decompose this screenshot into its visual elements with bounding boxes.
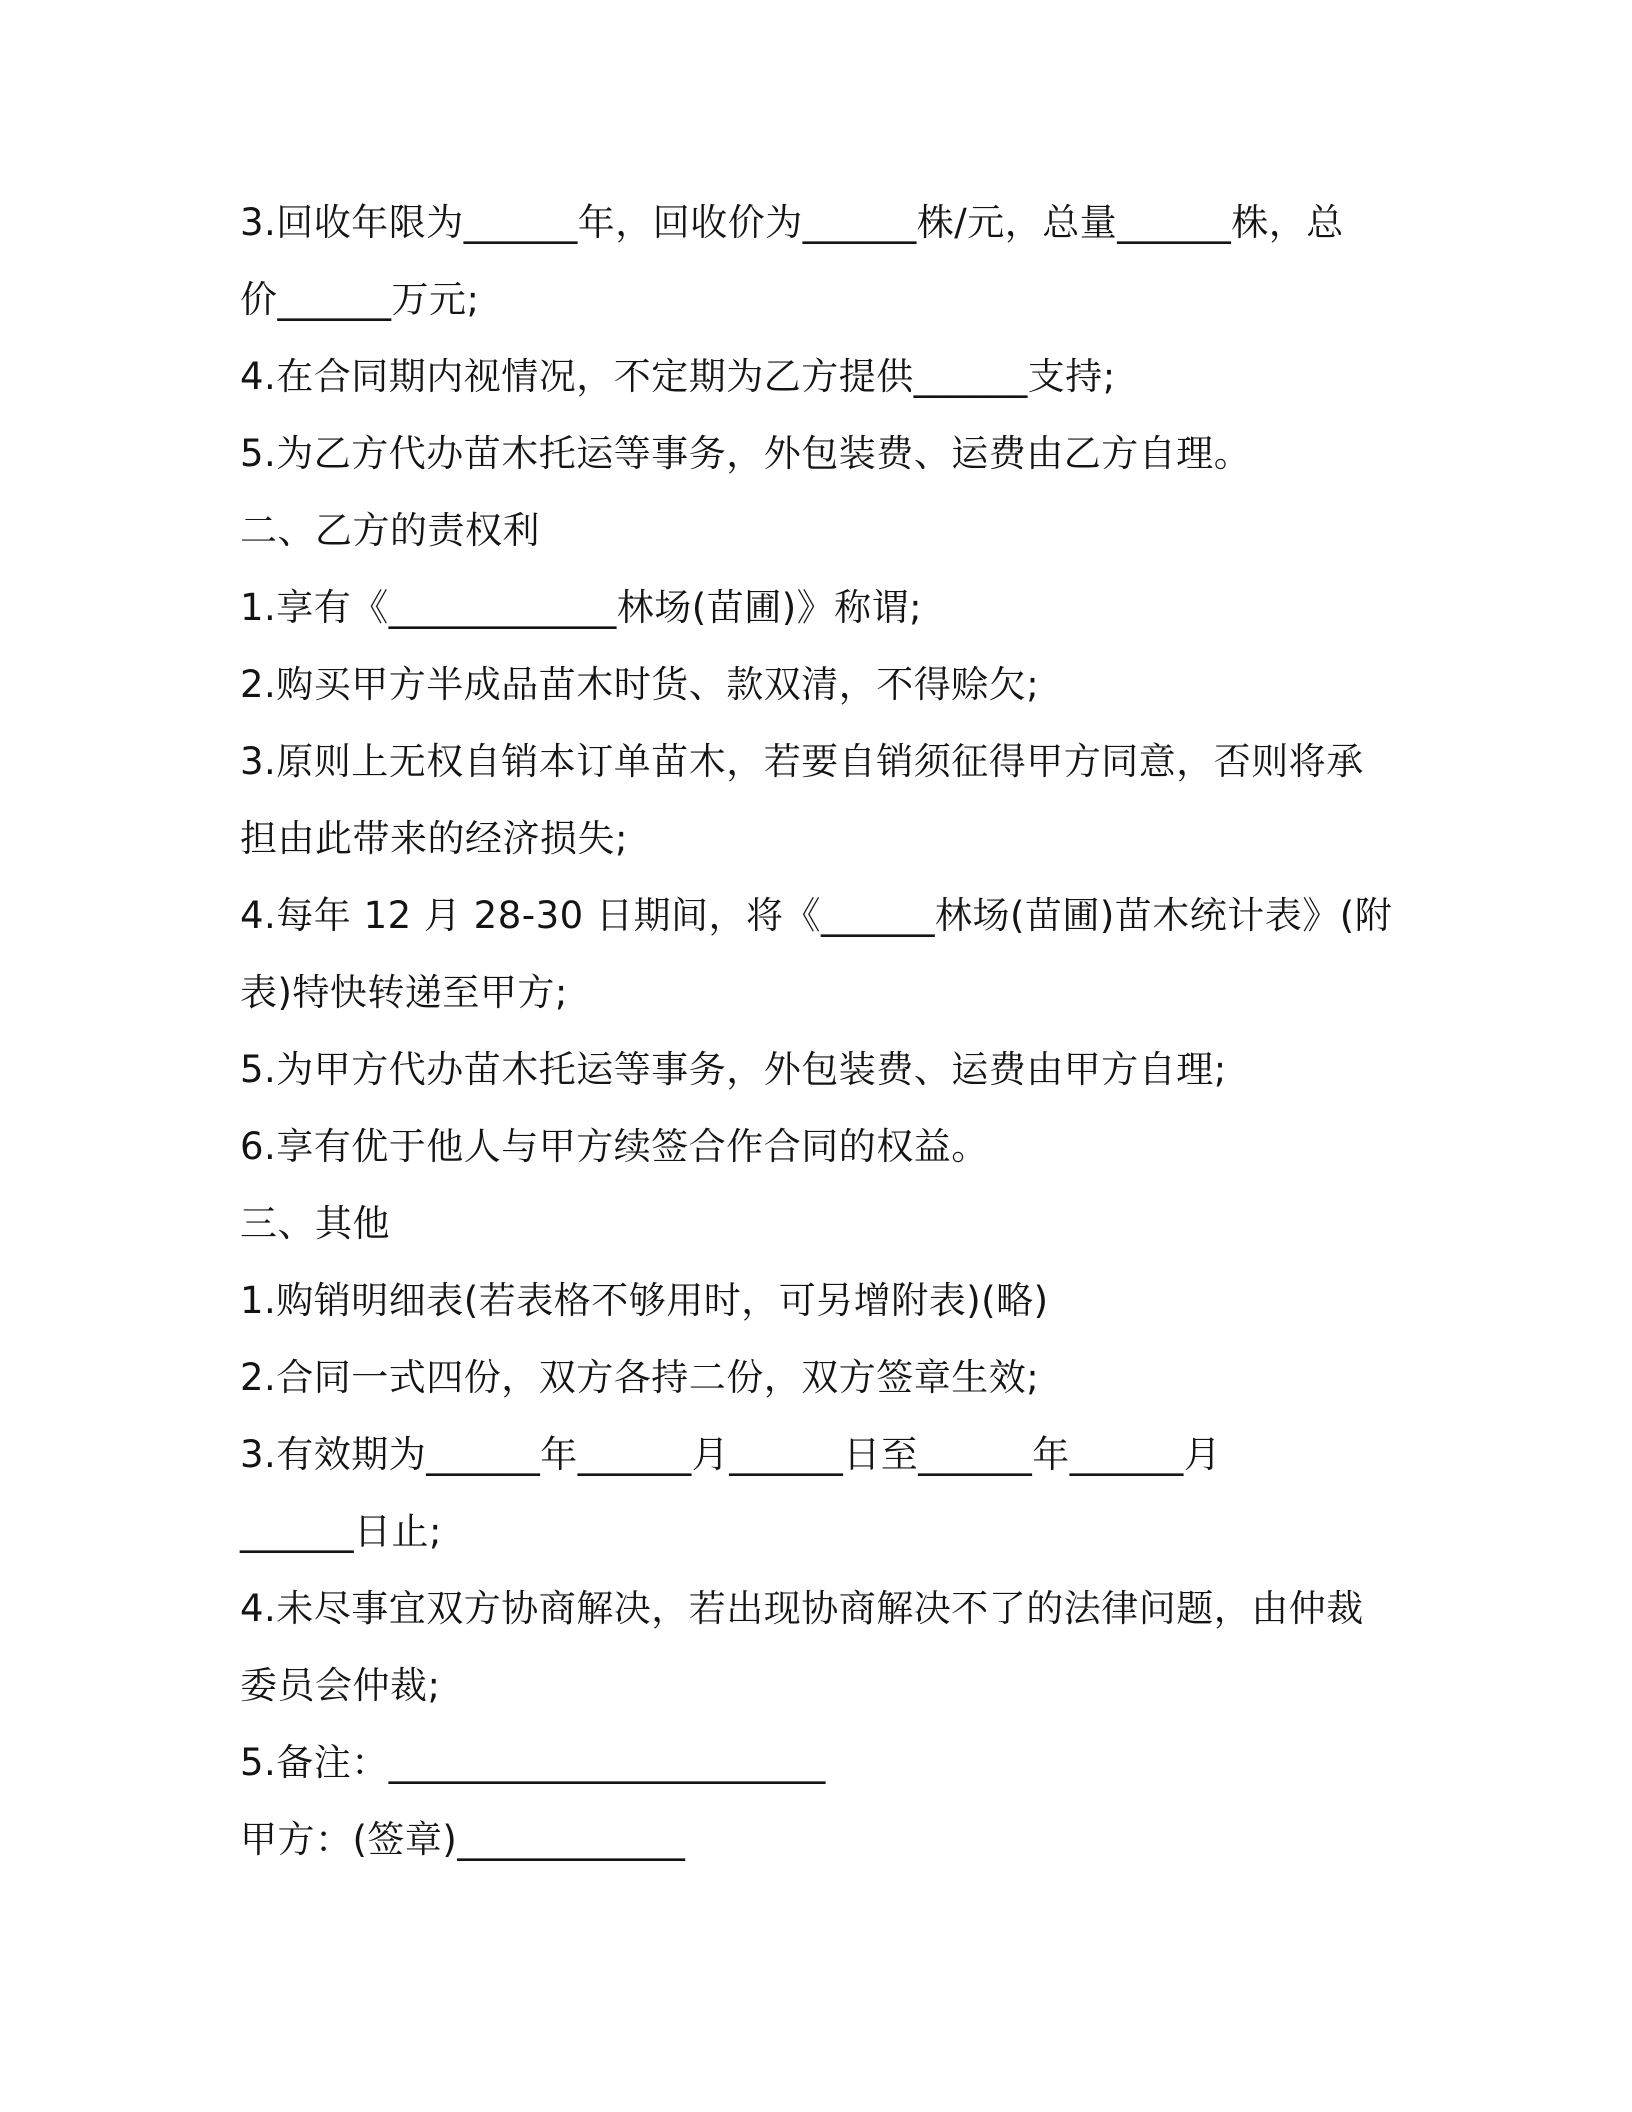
clause-line: 4.每年 12 月 28-30 日期间，将《______林场(苗圃)苗木统计表》(附 [240, 894, 1393, 937]
clause-line: 3.回收年限为______年，回收价为______株/元，总量______株，总 [240, 201, 1344, 244]
clause-line: 担由此带来的经济损失; [240, 817, 628, 860]
clause-line: 5.为甲方代办苗木托运等事务，外包装费、运费由甲方自理; [240, 1048, 1227, 1091]
clause-line: 2.合同一式四份，双方各持二份，双方签章生效; [240, 1356, 1040, 1399]
section-heading: 二、乙方的责权利 [240, 509, 540, 552]
remarks-line: 5.备注：_______________________ [240, 1741, 826, 1784]
clause-line: 1.享有《____________林场(苗圃)》称谓; [240, 586, 923, 629]
clause-line: 6.享有优于他人与甲方续签合作合同的权益。 [240, 1125, 989, 1168]
clause-line: 2.购买甲方半成品苗木时货、款双清，不得赊欠; [240, 663, 1040, 706]
clause-line: 1.购销明细表(若表格不够用时，可另增附表)(略) [240, 1279, 1049, 1322]
clause-line: 3.有效期为______年______月______日至______年______月 [240, 1433, 1222, 1476]
document-body [240, 184, 1393, 1878]
clause-line: 3.原则上无权自销本订单苗木，若要自销须征得甲方同意，否则将承 [240, 740, 1364, 783]
clause-line: 价______万元; [240, 278, 480, 321]
clause-line: 委员会仲裁; [240, 1664, 441, 1707]
clause-line: 5.为乙方代办苗木托运等事务，外包装费、运费由乙方自理。 [240, 432, 1252, 475]
clause-line: ______日止; [240, 1510, 442, 1553]
clause-line: 4.在合同期内视情况，不定期为乙方提供______支持; [240, 355, 1116, 398]
section-heading: 三、其他 [240, 1202, 390, 1245]
signature-line: 甲方：(签章)____________ [240, 1818, 686, 1861]
clause-line: 4.未尽事宜双方协商解决，若出现协商解决不了的法律问题，由仲裁 [240, 1587, 1364, 1630]
clause-line: 表)特快转递至甲方; [240, 971, 568, 1014]
